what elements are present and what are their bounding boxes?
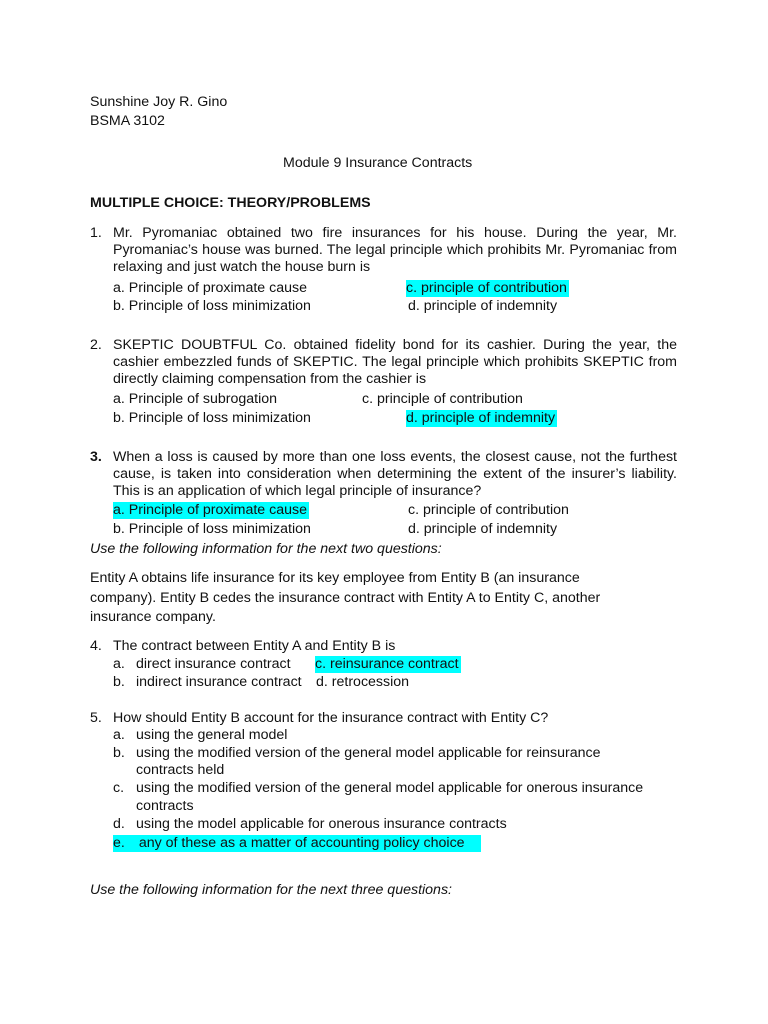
choice-b-line1: using the modified version of the general model applicable for reinsurance [136, 745, 601, 761]
choice-c: c. principle of contribution [362, 391, 523, 407]
choice-d: using the model applicable for onerous insurance contracts [136, 816, 507, 832]
choice-letter: d. [113, 816, 125, 832]
question-number: 5. [90, 710, 102, 726]
instruction-note: Use the following information for the next three questions: [90, 882, 452, 898]
choice-d: d. principle of indemnity [408, 298, 558, 314]
choice-a: a. Principle of subrogation [113, 391, 278, 407]
choice-d-answer: d. principle of indemnity [406, 410, 556, 426]
question-stem: When a loss is caused by more than one loss events, the closest cause, not the furthest cause, is taken into consideration when determining the extent of the insurer’s liability. This is an application of which legal principle of insurance? [113, 449, 677, 499]
choice-letter: a. [113, 656, 125, 672]
choice-b: b. Principle of loss minimization [113, 410, 311, 426]
choice-c-line1: using the modified version of the general model applicable for onerous insurance [136, 780, 644, 796]
choice-c-line2: contracts [136, 798, 194, 814]
choice-letter: c. [113, 780, 125, 796]
question-stem: How should Entity B account for the insurance contract with Entity C? [113, 710, 549, 726]
question-number: 3. [90, 449, 102, 465]
choice-letter: b. [113, 745, 125, 761]
choice-c: c. principle of contribution [408, 502, 569, 518]
document-title: Module 9 Insurance Contracts [283, 155, 473, 171]
choice-b: b. Principle of loss minimization [113, 521, 311, 537]
choice-a: using the general model [136, 727, 288, 743]
question-stem: Mr. Pyromaniac obtained two fire insurances for his house. During the year, Mr. Pyromaniac’s house was burned. The legal principle which prohibits Mr. Pyromaniac from relaxing and just watch the house burn is [113, 225, 677, 275]
choice-a: direct insurance contract [136, 656, 291, 672]
instruction-note: Use the following information for the next two questions: [90, 541, 442, 557]
choice-c-answer: c. principle of contribution [406, 280, 567, 296]
choice-e-answer [113, 835, 481, 852]
question-number: 2. [90, 337, 102, 353]
student-name: Sunshine Joy R. Gino [90, 94, 228, 110]
choice-a-answer: a. Principle of proximate cause [113, 502, 307, 518]
section-heading: MULTIPLE CHOICE: THEORY/PROBLEMS [90, 195, 371, 211]
paragraph-line: Entity A obtains life insurance for its key employee from Entity B (an insurance [90, 570, 580, 586]
choice-d: d. retrocession [316, 674, 410, 690]
choice-c-answer: c. reinsurance contract [315, 656, 459, 672]
choice-letter: a. [113, 727, 125, 743]
choice-b-line2: contracts held [136, 762, 225, 778]
question-number: 4. [90, 638, 102, 654]
choice-d: d. principle of indemnity [408, 521, 558, 537]
choice-a: a. Principle of proximate cause [113, 280, 307, 296]
question-stem: SKEPTIC DOUBTFUL Co. obtained fidelity bond for its cashier. During the year, the cashier embezzled funds of SKEPTIC. The legal principle which prohibits SKEPTIC from directly claiming compensation from the cashier is [113, 337, 677, 387]
question-number: 1. [90, 225, 102, 241]
choice-b: b. Principle of loss minimization [113, 298, 311, 314]
choice-letter: e. [113, 835, 125, 851]
choice-e-text: any of these as a matter of accounting policy choice [138, 835, 465, 851]
paragraph-line: insurance company. [90, 609, 216, 625]
paragraph-line: company). Entity B cedes the insurance contract with Entity A to Entity C, another [90, 590, 601, 606]
student-section: BSMA 3102 [90, 113, 165, 129]
question-stem: The contract between Entity A and Entity B is [113, 638, 396, 654]
choice-b: indirect insurance contract [136, 674, 302, 690]
choice-letter: b. [113, 674, 125, 690]
